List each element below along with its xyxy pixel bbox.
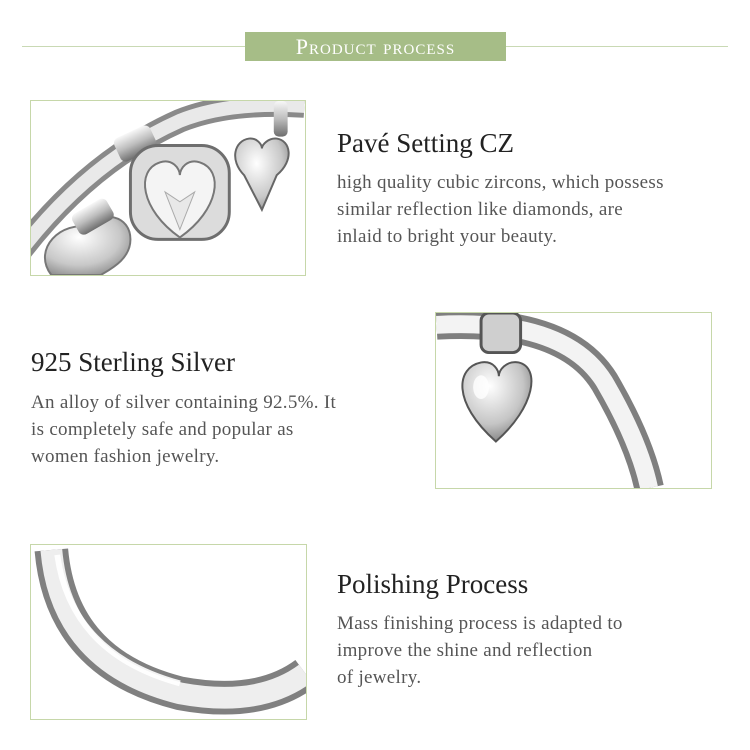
section-desc-polishing [337, 610, 623, 691]
desc-line: inlaid to bright your beauty. [337, 226, 558, 247]
header-rule-right [506, 46, 728, 47]
section-title-polishing: Polishing Process [337, 569, 529, 599]
section-banner: Product process [245, 32, 506, 61]
pave-setting-photo [30, 100, 306, 276]
desc-line: of jewelry. [337, 667, 422, 688]
desc-line: women fashion jewelry. [31, 446, 220, 467]
polishing-photo [30, 544, 307, 720]
desc-line: Mass finishing process is adapted to [337, 613, 623, 634]
section-title-pave: Pavé Setting CZ [337, 128, 514, 158]
section-desc-pave [337, 169, 664, 250]
desc-line: high quality cubic zircons, which possess [337, 172, 664, 193]
section-desc-silver [31, 389, 336, 470]
section-title-silver: 925 Sterling Silver [31, 347, 235, 377]
desc-line: similar reflection like diamonds, are [337, 199, 623, 220]
desc-line: is completely safe and popular as [31, 419, 294, 440]
desc-line: improve the shine and reflection [337, 640, 593, 661]
header-rule-left [22, 46, 245, 47]
desc-line: An alloy of silver containing 92.5%. It [31, 392, 337, 413]
sterling-silver-photo [435, 312, 712, 489]
